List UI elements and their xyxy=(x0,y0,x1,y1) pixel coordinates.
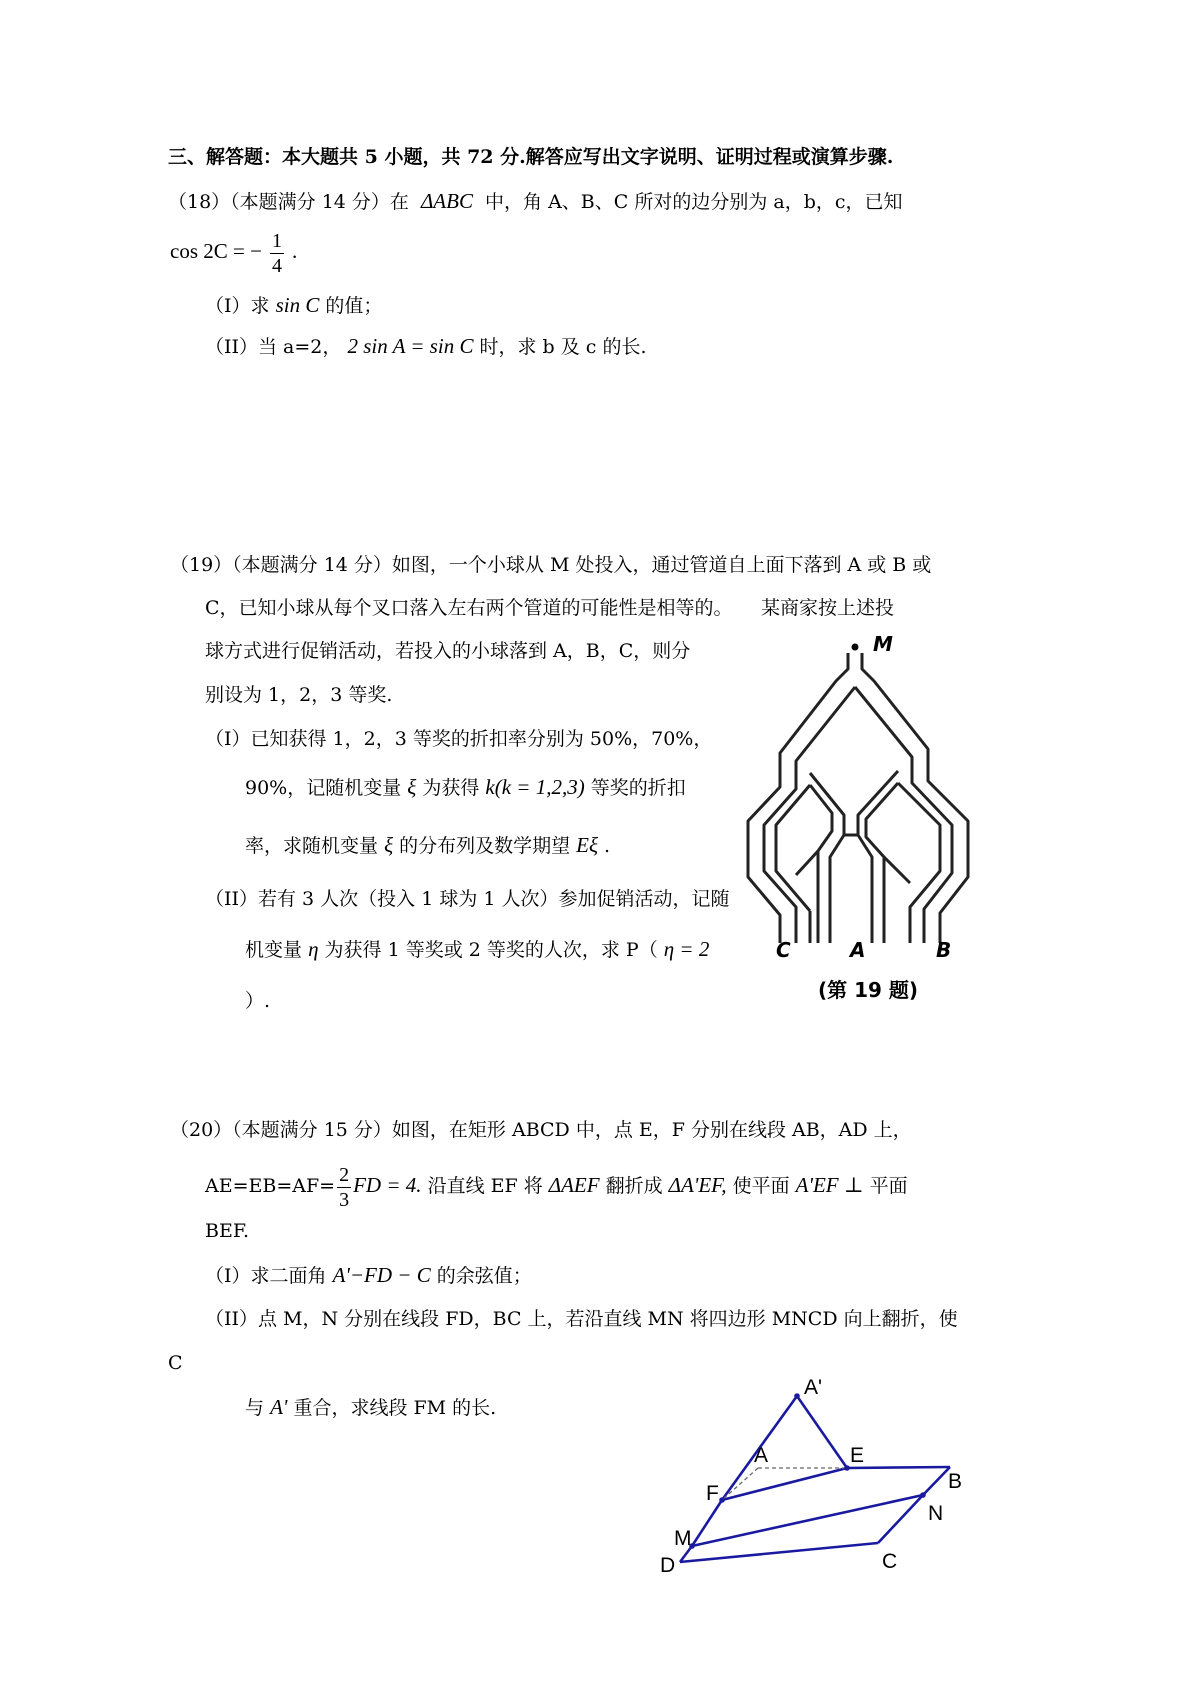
q19-label-A: A xyxy=(850,938,866,962)
q19-caption: (第 19 题) xyxy=(818,978,919,1002)
q20-figure-lines xyxy=(680,1396,950,1562)
q19-part1-line2: 90%，记随机变量 ξ 为获得 k(k = 1,2,3) 等奖的折扣 xyxy=(245,775,686,799)
q19-label-C: C xyxy=(776,938,791,962)
q19-pipe-diagram xyxy=(740,625,980,1010)
q18-given: cos 2C = − $\frac{1}{4}$ . xyxy=(170,229,298,277)
q19-part2-line2: 机变量 η 为获得 1 等奖或 2 等奖的人次，求 P（ η = 2 xyxy=(245,937,710,961)
q19-line3: 球方式进行促销活动，若投入的小球落到 A，B，C，则分 xyxy=(205,640,691,662)
q19-line4: 别设为 1，2，3 等奖. xyxy=(205,684,393,706)
q19-part2-line3: ）. xyxy=(245,990,271,1012)
q20-part2-line1: （II）点 M，N 分别在线段 FD，BC 上，若沿直线 MN 将四边形 MNCD 向上翻折，使 xyxy=(205,1308,958,1330)
q20-part2-line3: 与 A' 重合，求线段 FM 的长. xyxy=(245,1395,497,1419)
q19-part1-line1: （I）已知获得 1，2，3 等奖的折扣率分别为 50%，70%， xyxy=(205,728,713,750)
q19-part1-line3: 率，求随机变量 ξ 的分布列及数学期望 Eξ . xyxy=(245,833,611,857)
q20-point-A1 xyxy=(794,1393,800,1399)
q20-fraction: $\frac{2}{3}$ xyxy=(339,1163,350,1211)
q20-label-B: B xyxy=(948,1470,963,1493)
q18-fraction: $\frac{1}{4}$ xyxy=(271,229,282,277)
q20-point-N xyxy=(920,1492,926,1498)
q20-label-F: F xyxy=(706,1482,719,1505)
section-header: 三、解答题：本大题共 5 小题，共 72 分.解答应写出文字说明、证明过程或演算步骤. xyxy=(168,146,894,168)
q20-label-N: N xyxy=(928,1502,944,1525)
q18-part2: （II）当 a=2， 2 sin A = sin C 时，求 b 及 c 的长. xyxy=(205,334,647,358)
q20-geometry-figure xyxy=(660,1370,980,1670)
q20-part2-line2: C xyxy=(168,1352,183,1374)
q20-label-A: A xyxy=(754,1444,769,1467)
q18-triangle: ΔABC xyxy=(420,189,473,213)
q20-label-D: D xyxy=(660,1554,676,1577)
q20-label-A1: A' xyxy=(804,1376,823,1399)
q20-point-F xyxy=(719,1497,725,1503)
q20-label-E: E xyxy=(850,1444,865,1467)
q19-label-M: M xyxy=(873,632,893,656)
q19-line2: C，已知小球从每个叉口落入左右两个管道的可能性是相等的。 某商家按上述投 xyxy=(205,597,895,619)
q19-part2-line1: （II）若有 3 人次（投入 1 球为 1 人次）参加促销活动，记随 xyxy=(205,888,730,910)
q20-label-M: M xyxy=(674,1527,692,1550)
q19-label-B: B xyxy=(936,938,952,962)
q20-line2: AE=EB=AF= $\frac{2}{3}$ FD = 4. 沿直线 EF 将 ΔAEF 翻折成 ΔA'EF, 使平面 A'EF ⊥ 平面 xyxy=(205,1163,908,1211)
q20-part1: （I）求二面角 A'−FD − C 的余弦值； xyxy=(205,1263,532,1287)
q20-point-E xyxy=(844,1465,850,1471)
q18-cos-expression: cos 2C = − xyxy=(170,239,262,263)
q20-line3: BEF. xyxy=(205,1220,250,1242)
q19-line1: （19）（本题满分 14 分）如图，一个小球从 M 处投入，通过管道自上面下落到 A 或 B 或 xyxy=(170,554,932,576)
q18-part1: （I）求 sin C 的值； xyxy=(205,293,383,317)
q20-line1: （20）（本题满分 15 分）如图，在矩形 ABCD 中，点 E，F 分别在线段 AB，AD 上， xyxy=(170,1119,912,1141)
q18-intro: （18）（本题满分 14 分）在 ΔABC 中，角 A、B、C 所对的边分别为 a，b，c，已知 xyxy=(168,189,903,213)
q19-inlet-point xyxy=(852,644,859,651)
q20-label-C: C xyxy=(882,1550,898,1573)
